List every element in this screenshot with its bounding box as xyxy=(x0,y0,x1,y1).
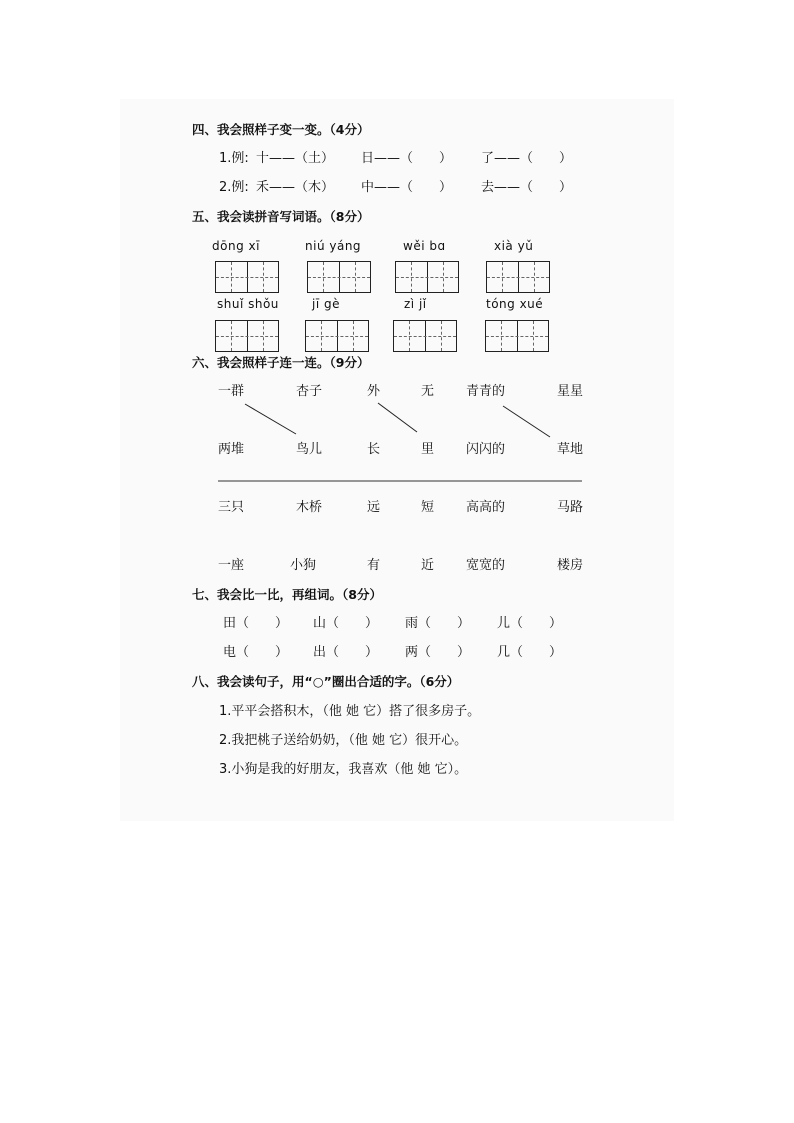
match-bottom-r2-c2: 小狗 xyxy=(290,558,317,573)
match-bottom-r2-c3: 有 xyxy=(367,558,381,573)
match-bottom-r2-c4: 近 xyxy=(421,558,435,573)
pinyin-4: xià yǔ xyxy=(494,239,534,253)
s7-r1-c1: 田（ ） xyxy=(223,616,289,631)
match-top-r2-c1: 两堆 xyxy=(218,442,245,457)
match-top-r2-c2: 鸟儿 xyxy=(296,442,323,457)
section-7-title: 七、我会比一比，再组词。（8分） xyxy=(192,587,382,602)
match-top-r2-c6: 草地 xyxy=(557,442,584,457)
pinyin-8: tóng xué xyxy=(486,297,544,311)
section-5-title: 五、我会读拼音写词语。（8分） xyxy=(192,209,370,224)
s7-r1-c4: 儿（ ） xyxy=(497,616,563,631)
section-4-title: 四、我会照样子变一变。（4分） xyxy=(192,122,370,137)
section-6-title: 六、我会照样子连一连。（9分） xyxy=(192,355,370,370)
match-bottom-r1-c4: 短 xyxy=(421,500,435,515)
pinyin-6: jī gè xyxy=(312,297,340,311)
match-bottom-r1-c5: 高高的 xyxy=(466,500,506,515)
s4-row1-blank-a: 日——（ ） xyxy=(361,151,453,166)
example-line-1 xyxy=(245,404,296,434)
s7-r2-c4: 几（ ） xyxy=(497,645,563,660)
match-top-r2-c5: 闪闪的 xyxy=(466,442,506,457)
pinyin-2: niú yáng xyxy=(305,239,362,253)
section-8-title: 八、我会读句子，用“○”圈出合适的字。（6分） xyxy=(192,674,460,689)
match-bottom-r2-c5: 宽宽的 xyxy=(466,558,506,573)
match-bottom-r1-c6: 马路 xyxy=(557,500,584,515)
s4-row2-blank-b: 去——（ ） xyxy=(481,180,573,195)
s8-sentence-3: 3.小狗是我的好朋友，我喜欢（他 她 它）。 xyxy=(219,762,468,777)
s4-row1-blank-b: 了——（ ） xyxy=(481,151,573,166)
example-line-3 xyxy=(503,406,550,437)
pinyin-7: zì jǐ xyxy=(404,297,427,311)
match-top-r1-c2: 杏子 xyxy=(296,384,323,399)
example-line-2 xyxy=(378,403,417,432)
s7-r1-c2: 山（ ） xyxy=(313,616,379,631)
match-bottom-r1-c1: 三只 xyxy=(218,500,245,515)
s4-row1-example: 十——（土） xyxy=(256,151,335,166)
match-bottom-r2-c6: 楼房 xyxy=(557,558,584,573)
match-top-r1-c5: 青青的 xyxy=(466,384,506,399)
match-top-r1-c3: 外 xyxy=(367,384,381,399)
match-top-r1-c6: 星星 xyxy=(557,384,584,399)
match-bottom-r1-c3: 远 xyxy=(367,500,381,515)
pinyin-5: shuǐ shǒu xyxy=(217,297,279,311)
s7-r2-c2: 出（ ） xyxy=(313,645,379,660)
s8-sentence-2: 2.我把桃子送给奶奶，（他 她 它）很开心。 xyxy=(219,733,468,748)
s4-row2-lead: 2.例: xyxy=(219,180,249,195)
s7-r1-c3: 雨（ ） xyxy=(405,616,471,631)
match-bottom-r1-c2: 木桥 xyxy=(296,500,323,515)
pinyin-1: dōng xī xyxy=(212,239,260,253)
s8-sentence-1: 1.平平会搭积木，（他 她 它）搭了很多房子。 xyxy=(219,704,481,719)
s4-row1-lead: 1.例: xyxy=(219,151,249,166)
s4-row2-blank-a: 中——（ ） xyxy=(361,180,453,195)
pinyin-3: wěi bɑ xyxy=(403,239,446,253)
match-top-r1-c4: 无 xyxy=(421,384,435,399)
match-top-r2-c4: 里 xyxy=(421,442,435,457)
s4-row2-example: 禾——（木） xyxy=(256,180,335,195)
match-top-r2-c3: 长 xyxy=(367,442,381,457)
s7-r2-c3: 两（ ） xyxy=(405,645,471,660)
match-top-r1-c1: 一群 xyxy=(218,384,245,399)
s7-r2-c1: 电（ ） xyxy=(223,645,289,660)
match-bottom-r2-c1: 一座 xyxy=(218,558,245,573)
